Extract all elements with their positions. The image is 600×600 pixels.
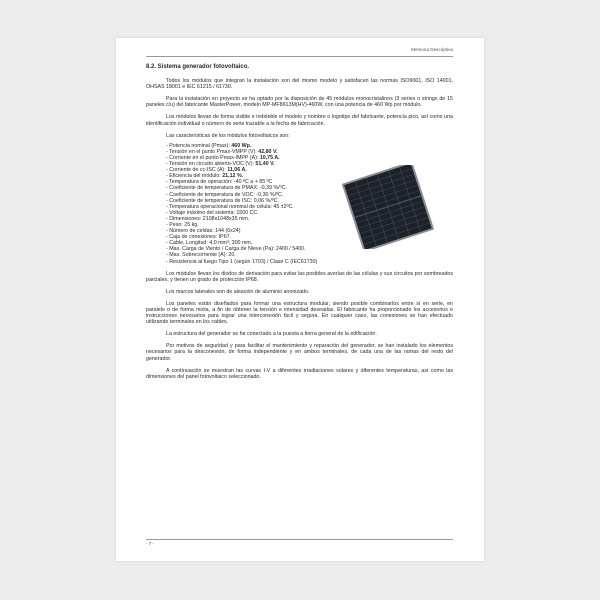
paragraph-labelling: Los módulos llevan de forma visible e indeleble el modelo y nombre o logotipo del fabricante, potencia pico, así como una identificación individual o número de serie trazable a la fecha de fabricación. [146, 114, 453, 127]
spec-item: - Número de celdas: 144 (6x24) [166, 228, 241, 235]
page-number: - 7 - [146, 541, 155, 546]
footer-rule [146, 539, 453, 540]
spec-item: - Dimensiones: 2108x1048x35 mm. [166, 215, 250, 222]
paragraph-modular: Los paneles están diseñados para formar una estructura modular, siendo posible combinarlos entre sí en serie, en paralelo o de forma mixta, a fin de obtener la tensión e intensidad deseadas. El fabricante ha proporcionado los accesorios e instrucciones necesarios para lograr una interconexión fácil y segura. En cualquier caso, las conexiones se han efectuado utilizando terminales en los cables. [146, 300, 453, 326]
spec-item: - Peso: 25 kg. [166, 221, 199, 228]
paragraph-norms: Todos los módulos que integran la instalación son del mismo modelo y satisfacen las normas ISO9001, ISO 14001, OHSAS 18001 e IEC 61215 / 61730. [146, 78, 453, 91]
specs-list [166, 143, 453, 265]
spec-item: - Max. Sobrecorriente (A): 20. [166, 252, 236, 259]
section-title: 8.2. Sistema generador fotovoltaico. [146, 64, 250, 70]
header-rule [146, 56, 453, 57]
spec-item: - Corriente de cc-ISC (A): 11,06 A. [166, 167, 247, 174]
spec-item: - Temperatura de operación: -40 ºC a + 85 ºC [166, 179, 273, 186]
spec-item: - Max. Carga de Viento / Carga de Nieve (Pa): 2400 / 5400. [166, 246, 306, 253]
spec-item: - Potencia nominal (Pmax): 460 Wp. [166, 142, 252, 149]
paragraph-frames: Los marcos laterales son de aleación de aluminio anonizado. [166, 288, 310, 295]
spec-item: - Coeficiente de temperatura de VOC: -0,30 %/ºC. [166, 191, 284, 198]
spec-item: - Cable, Longitud: 4,0 mm²; 300 mm. [166, 240, 253, 247]
spec-item: - Coeficiente de temperatura de ISC: 0,06 %/ºC. [166, 197, 279, 204]
spec-item: - Temperatura operacional nominal de célula: 45 ±2ºC. [166, 203, 294, 210]
spec-item: - Tensión en el punto Pmax-VMPP (V): 42,80 V. [166, 148, 278, 155]
paragraph-safety: Por motivos de seguridad y para facilitar el mantenimiento y reparación del generador, se han instalado los elementos necesarios para la desconexión, de forma independiente y en ambos terminales, de cada una de las ramas del resto del generador. [146, 343, 453, 362]
page-content [146, 64, 453, 386]
spec-item: - Tensión en circuito abierto-VOC (V): 51,40 V. [166, 161, 275, 168]
spec-item: - Voltaje máximo del sistema: 1500 CC. [166, 209, 259, 216]
spec-item: - Coeficiente de temperatura de PMAX: -0,39 %/ºC. [166, 185, 287, 192]
spec-item: - Caja de conexiones: IP67. [166, 234, 232, 241]
paragraph-layout: Para la instalación en proyecto se ha optado por la disposición de 45 módulos monocristalinos (3 series o strings de 15 paneles c/u) del fabricante MasterPower, modelo MP-MF8613M(HV)-460W, con una potencia de 460 Wp por módulo. [146, 96, 453, 109]
paragraph-grounding: La estructura del generador se ha conectado a la puesta a tierra general de la edificación. [166, 331, 377, 338]
spec-item: - Eficiencia del módulo: 21,12 %. [166, 173, 244, 180]
spec-item: - Corriente en el punto Pmax-IMPP (A): 10,75 A. [166, 154, 280, 161]
solar-panel-image [337, 165, 437, 249]
paragraph-specs-intro: Las características de los módulos fotovoltaicos son: [166, 132, 290, 139]
paragraph-curves: A continuación se muestran las curvas I-V a diferentes irradiaciones solares y diferentes temperaturas, así como las dimensiones del panel fotovoltaico seleccionado. [146, 367, 453, 380]
paragraph-diodes: Los módulos llevan los diodos de derivación para evitar las posibles averías de las células y sus circuitos por sombreados parciales, y tienen un grado de protección IP68. [146, 270, 453, 283]
running-header: Memoria Descriptiva [411, 47, 453, 52]
spec-item: - Resistencia al fuego Tipo 1 (según 1703) / Clase C (IEC61730) [166, 258, 318, 265]
document-page [116, 38, 484, 561]
